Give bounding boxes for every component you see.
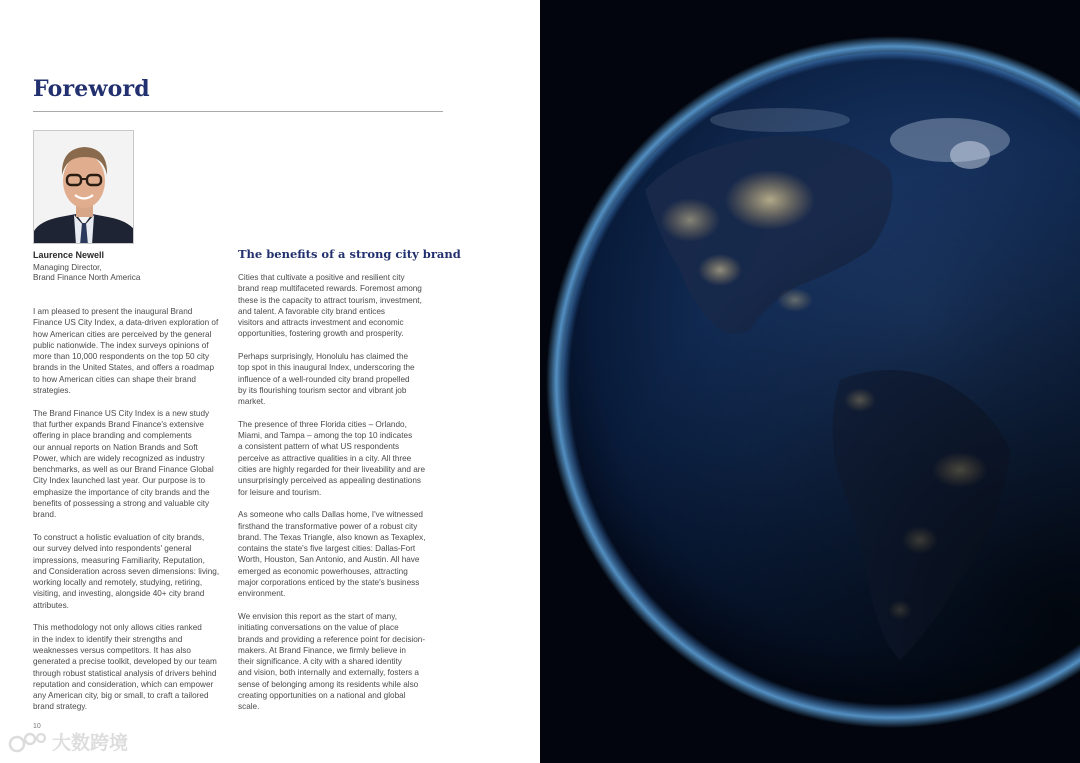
page-title: Foreword	[33, 76, 150, 102]
author-name: Laurence Newell	[33, 250, 105, 260]
paragraph: We envision this report as the start of many, initiating conversations on the value of place brands and providing a reference point for decision- makers. At Brand Finance, we firmly believe in their significance. A city with a shared identity and vision, both internally and externally, fosters a sense of belonging among its residents while also creating opportunities on a national and global scale.	[238, 611, 426, 712]
watermark	[8, 728, 128, 755]
paragraph: The presence of three Florida cities – Orlando, Miami, and Tampa – among the top 10 indicates a consistent pattern of what US respondents perceive as attractive qualities in a city. All three cities are highly regarded for their liveability and are unsurprisingly perceived as appealing destinations for leisure and tourism.	[238, 419, 426, 497]
left-text-column	[33, 306, 233, 724]
paragraph: To construct a holistic evaluation of city brands, our survey delved into respondents' general impressions, measuring Familiarity, Reputation, and Consideration across seven dimensions: living, working locally and remotely, studying, retiring, visiting, and investing, alongside 40+ city brand attributes.	[33, 532, 220, 610]
paragraph: The Brand Finance US City Index is a new study that further expands Brand Finance's extensive offering in place branding and complements our annual reports on Nation Brands and Soft Power, which are widely recognized as industry benchmarks, as well as our Brand Finance Global City Index launched last year. Our purpose is to emphasize the importance of city brands and the benefits of possessing a strong and valuable city brand.	[33, 408, 214, 520]
paragraph: Perhaps surprisingly, Honolulu has claimed the top spot in this inaugural Index, underscoring the influence of a well-rounded city brand propelled by its flourishing tourism sector and vibrant job market.	[238, 352, 415, 407]
watermark-logo-icon	[8, 730, 48, 754]
author-role: Managing Director, Brand Finance North America	[33, 263, 141, 283]
earth-photo-page	[540, 0, 1080, 763]
earth-at-night-icon	[540, 0, 1080, 763]
right-text-column	[238, 272, 443, 724]
page-number: 10	[33, 723, 41, 730]
paragraph: Cities that cultivate a positive and resilient city brand reap multifaceted rewards. Foremost among these is the capacity to attract tourism, investment, and talent. A favorable city brand entices visitors and attracts investment and economic opportunities, fostering growth and prosperity.	[238, 273, 422, 339]
portrait-photo-icon	[34, 131, 134, 244]
paragraph: As someone who calls Dallas home, I've witnessed firsthand the transformative power of a robust city brand. The Texas Triangle, also known as Texaplex, contains the state's five largest cities: Dallas-Fort Worth, Houston, San Antonio, and Austin. All have emerged as economic powerhouses, attracting major corporations enticed by the state's business environment.	[238, 510, 426, 599]
author-portrait	[33, 130, 134, 244]
watermark-text: 大数跨境	[52, 733, 129, 754]
section-heading: The benefits of a strong city brand	[238, 247, 461, 261]
paragraph: I am pleased to present the inaugural Brand Finance US City Index, a data-driven exploration of how American cities are perceived by the general public nationwide. The index surveys opinions of more than 10,000 respondents on the top 50 city brands in the United States, and offers a roadmap to how American cities can shape their brand strategies.	[33, 307, 219, 396]
paragraph: This methodology not only allows cities ranked in the index to identify their strengths and weaknesses versus competitors. It has also generated a precise toolkit, developed by our team through robust statistical analysis of drivers behind reputation and consideration, which can empower any American city, big or small, to craft a tailored brand strategy.	[33, 623, 217, 712]
title-divider	[33, 111, 443, 112]
